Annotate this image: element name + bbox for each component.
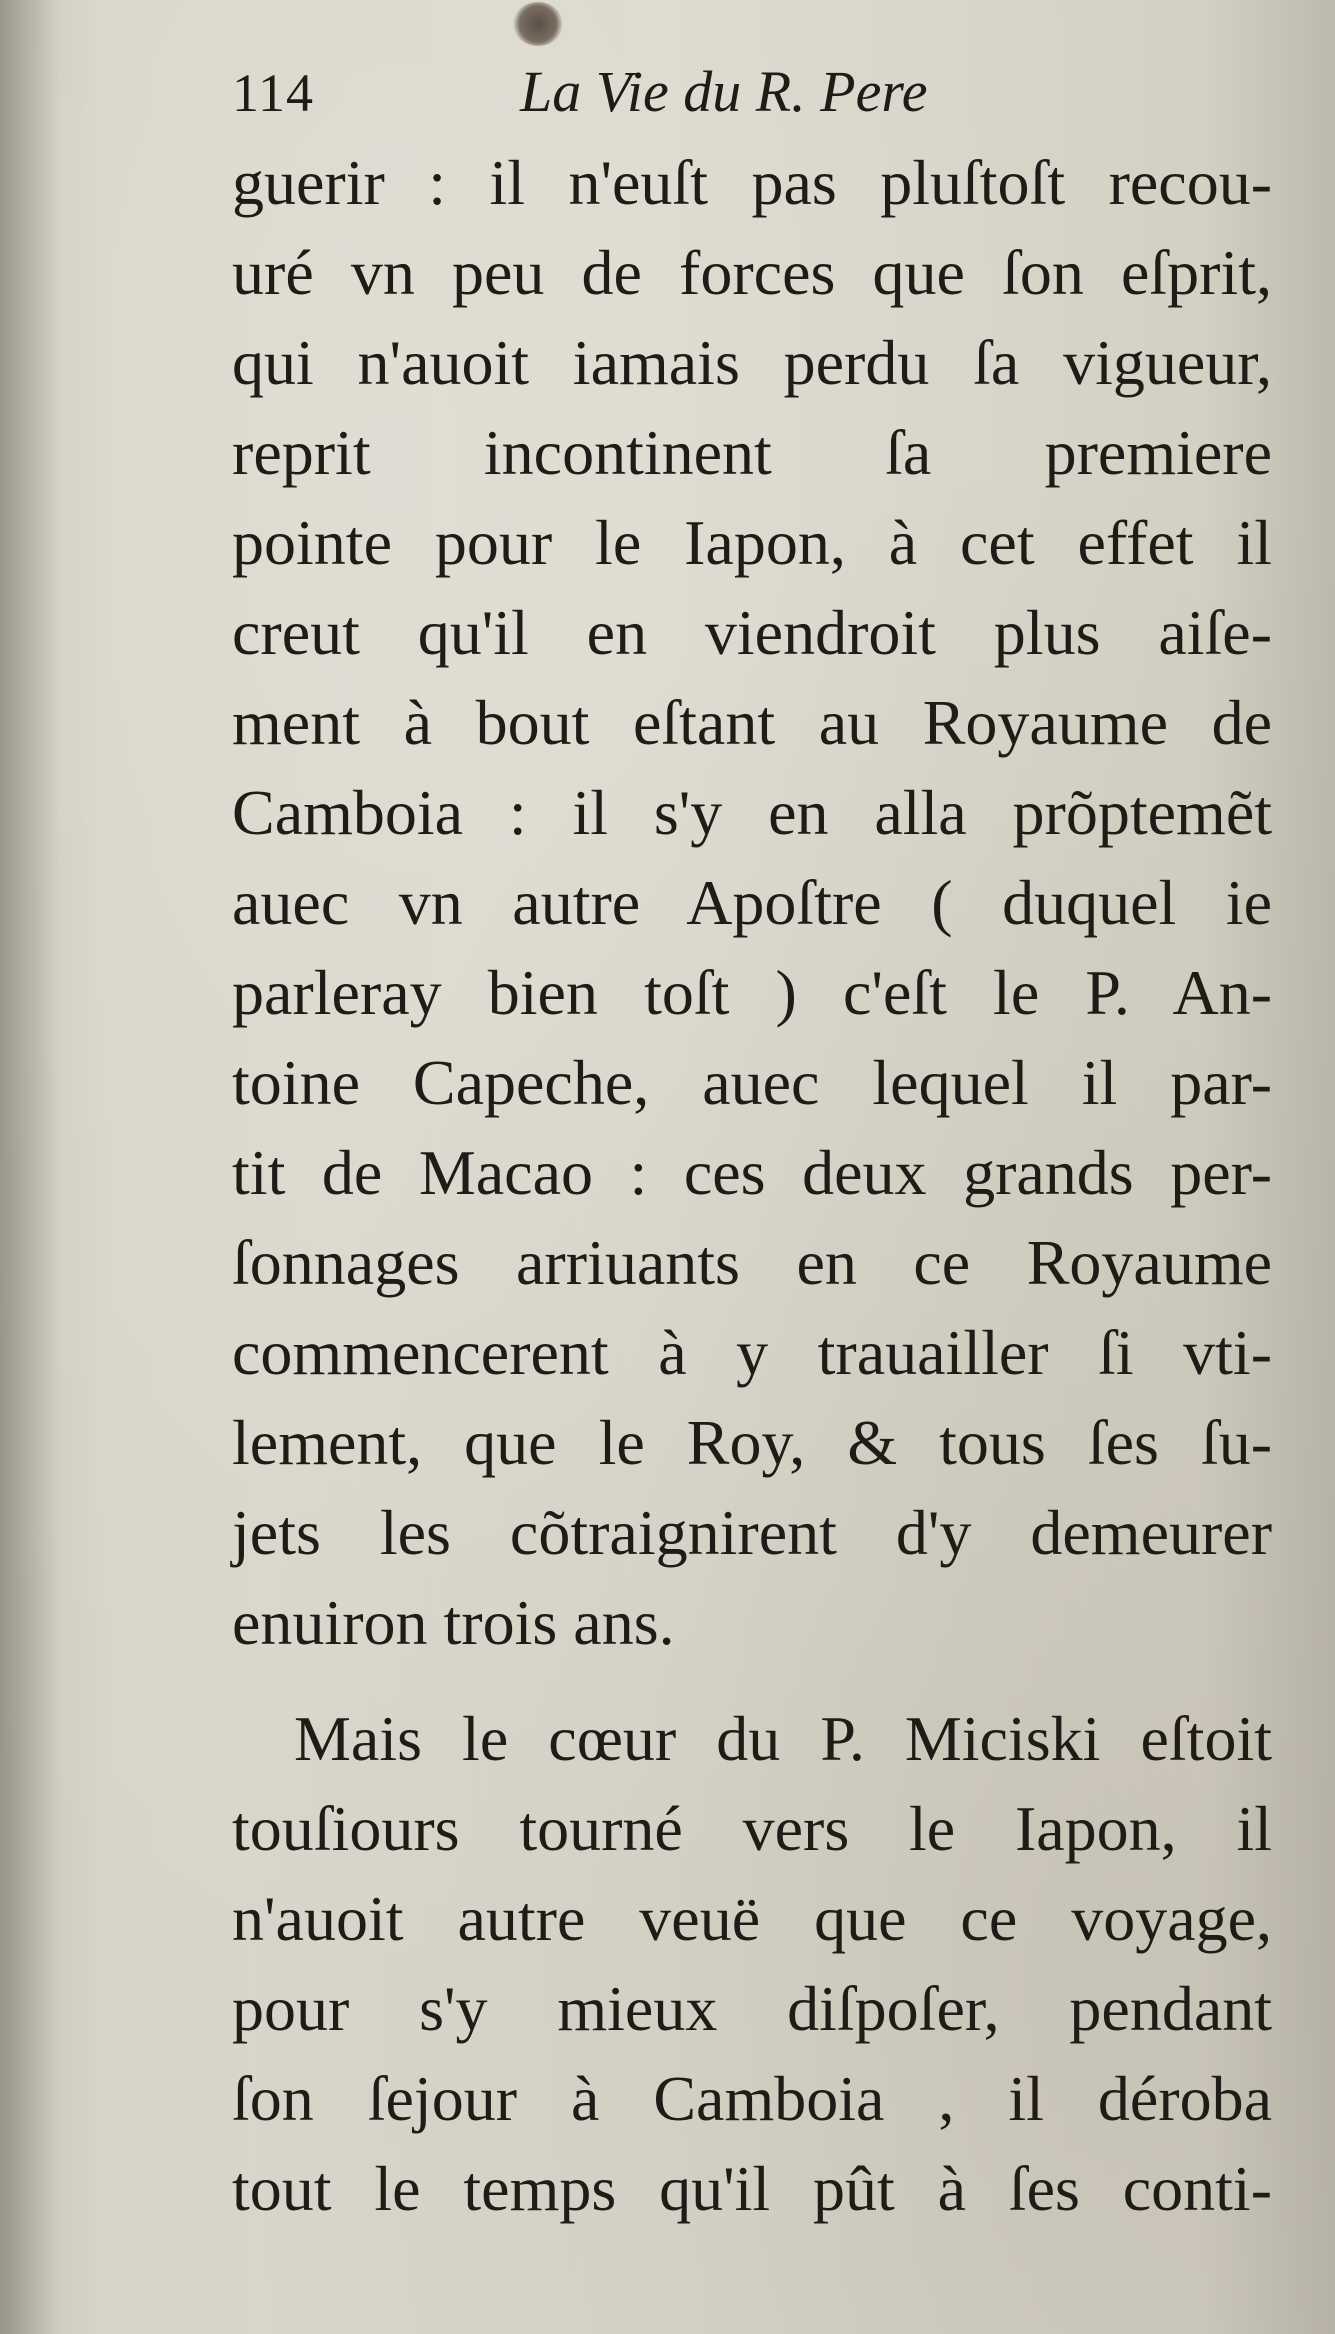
running-head: La Vie du R. Pere (520, 59, 928, 124)
text-line: Mais le cœur du P. Miciski eſtoit (294, 1703, 1272, 1774)
page-number: 114 (232, 63, 314, 123)
spine-shadow (0, 0, 60, 2334)
text-line: auec vn autre Apoſtre ( duquel ie (232, 867, 1272, 938)
text-line: pour s'y mieux diſpoſer, pendant (232, 1973, 1272, 2044)
paper-hole (513, 2, 563, 46)
text-line: tit de Macao : ces deux grands per- (232, 1137, 1272, 1208)
text-line: touſiours tourné vers le Iapon, il (232, 1793, 1272, 1864)
text-line: ſonnages arriuants en ce Royaume (232, 1227, 1272, 1298)
text-line: ſon ſejour à Camboia , il déroba (232, 2063, 1272, 2134)
text-line: uré vn peu de forces que ſon eſprit, (232, 237, 1272, 308)
text-line: qui n'auoit iamais perdu ſa vigueur, (232, 327, 1272, 398)
body-text (232, 138, 1272, 2234)
text-line: tout le temps qu'il pût à ſes conti- (232, 2153, 1272, 2224)
text-line: Camboia : il s'y en alla prõptemẽt (232, 777, 1272, 848)
paragraph-gap (232, 1668, 1272, 1694)
text-line: toine Capeche, auec lequel il par- (232, 1047, 1272, 1118)
text-line: pointe pour le Iapon, à cet effet il (232, 507, 1272, 578)
text-line: enuiron trois ans. (232, 1587, 675, 1658)
text-line: reprit incontinent ſa premiere (232, 417, 1272, 488)
text-line: lement, que le Roy, & tous ſes ſu- (232, 1407, 1272, 1478)
paragraph-2 (232, 1694, 1272, 2234)
page-header (232, 58, 1092, 128)
text-line: parleray bien toſt ) c'eſt le P. An- (232, 957, 1272, 1028)
paragraph-1 (232, 138, 1272, 1668)
text-line: jets les cõtraignirent d'y demeurer (232, 1497, 1272, 1568)
text-line: guerir : il n'euſt pas pluſtoſt recou- (232, 147, 1272, 218)
text-line: n'auoit autre veuë que ce voyage, (232, 1883, 1272, 1954)
text-line: creut qu'il en viendroit plus aiſe- (232, 597, 1272, 668)
text-line: ment à bout eſtant au Royaume de (232, 687, 1272, 758)
text-line: commencerent à y trauailler ſi vti- (232, 1317, 1272, 1388)
